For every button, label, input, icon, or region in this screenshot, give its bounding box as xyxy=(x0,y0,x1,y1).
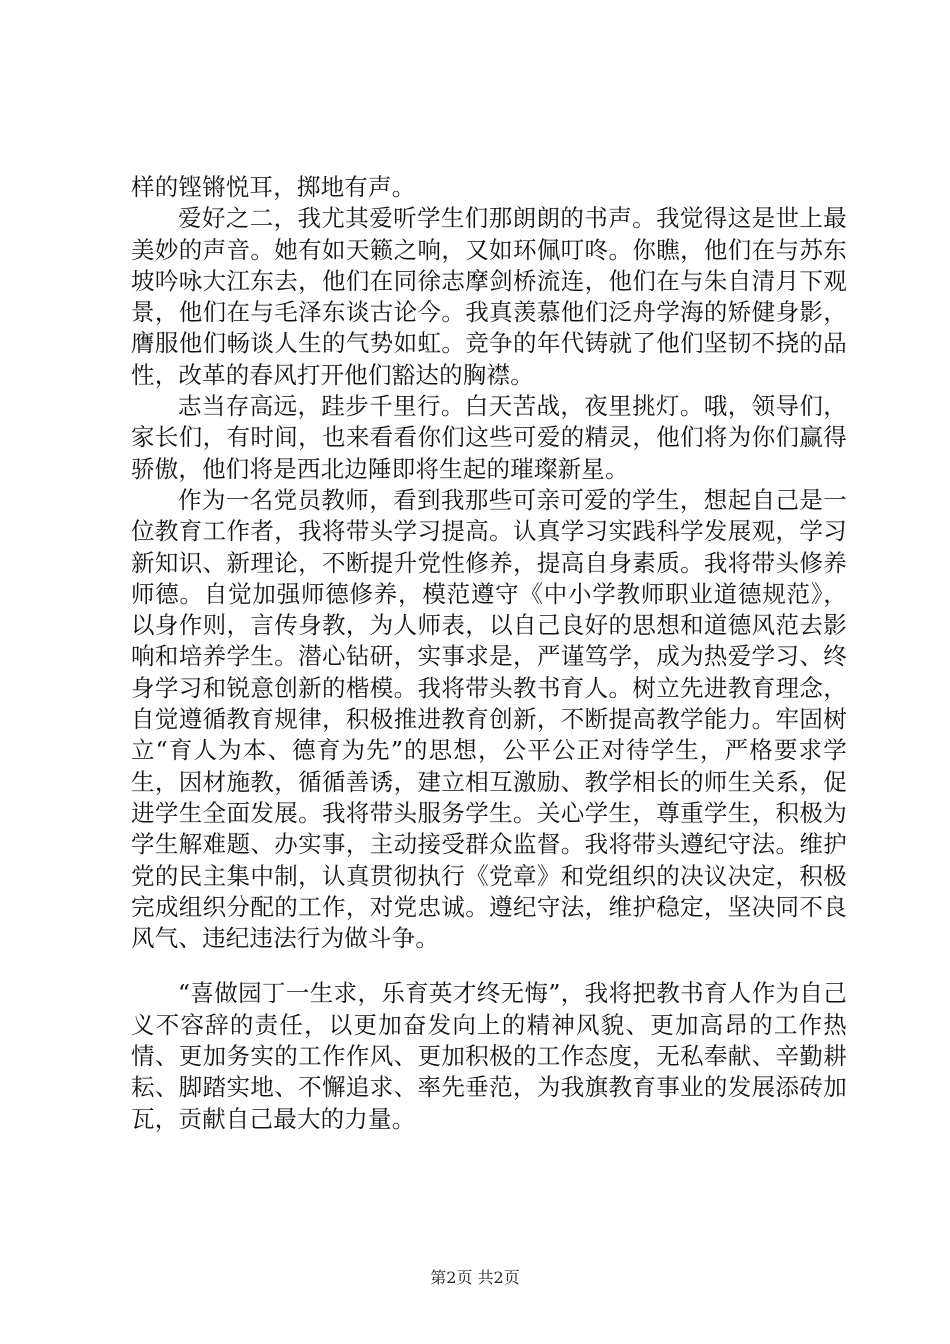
paragraph-commitments: 作为一名党员教师，看到我那些可亲可爱的学生，想起自己是一位教育工作者，我将带头学习提高。认真学习实践科学发展观，学习新知识、新理论，不断提升党性修养，提高自身素质。我将带头修养师德。自觉加强师德修养，模范遵守《中小学教师职业道德规范》，以身作则，言传身教，为人师表，以自己良好的思想和道德风范去影响和培养学生。潜心钻研，实事求是，严谨笃学，成为热爱学习、终身学习和锐意创新的楷模。我将带头教书育人。树立先进教育理念，自觉遵循教育规律，积极推进教育创新，不断提高教学能力。牢固树立“育人为本、德育为先”的思想，公平公正对待学生，严格要求学生，因材施教，循循善诱，建立相互激励、教学相长的师生关系，促进学生全面发展。我将带头服务学生。关心学生，尊重学生，积极为学生解难题、办实事，主动接受群众监督。我将带头遵纪守法。维护党的民主集中制，认真贯彻执行《党章》和党组织的决议决定，积极完成组织分配的工作，对党忠诚。遵纪守法，维护稳定，坚决同不良风气、违纪违法行为做斗争。 xyxy=(131,485,847,953)
paragraph-aspiration: 志当存高远，跬步千里行。白天苦战，夜里挑灯。哦，领导们，家长们，有时间，也来看看你们这些可爱的精灵，他们将为你们赢得骄傲，他们将是西北边陲即将生起的璀璨新星。 xyxy=(131,392,847,483)
document-body xyxy=(131,172,847,1135)
paragraph-continuation: 样的铿锵悦耳，掷地有声。 xyxy=(131,173,416,201)
page-number-footer: 第2页 共2页 xyxy=(430,1268,520,1287)
paragraph-conclusion: “喜做园丁一生求，乐育英才终无悔”，我将把教书育人作为自己义不容辞的责任，以更加奋发向上的精神风貌、更加高昂的工作热情、更加务实的工作作风、更加积极的工作态度，无私奉献、辛勤耕耘、脚踏实地、不懈追求、率先垂范，为我旗教育事业的发展添砖加瓦，贡献自己最大的力量。 xyxy=(131,979,847,1133)
paragraph-hobby-reading: 爱好之二，我尤其爱听学生们那朗朗的书声。我觉得这是世上最美妙的声音。她有如天籁之响，又如环佩叮咚。你瞧，他们在与苏东坡吟咏大江东去，他们在同徐志摩剑桥流连，他们在与朱自清月下观景，他们在与毛泽东谈古论今。我真羡慕他们泛舟学海的矫健身影，膺服他们畅谈人生的气势如虹。竞争的年代铸就了他们坚韧不挠的品性，改革的春风打开他们豁达的胸襟。 xyxy=(131,204,847,389)
